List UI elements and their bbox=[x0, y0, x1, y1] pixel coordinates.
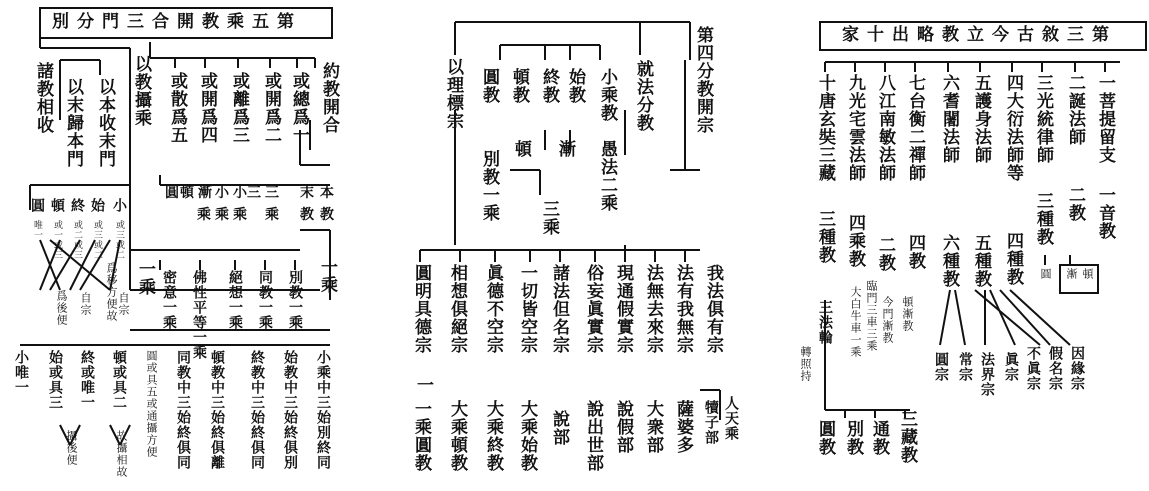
d3-mid-0: 三種教 bbox=[815, 210, 835, 264]
d1-five2-1: 乘 bbox=[215, 207, 229, 223]
d1-bnote-1: 故攝相故 bbox=[115, 430, 128, 478]
d1-top-7: 或開爲二 bbox=[261, 72, 281, 144]
d3-small-5: 圓 bbox=[1039, 268, 1052, 280]
d3-bottom2-3: 三藏教 bbox=[897, 410, 917, 464]
d2-bottom2-4: 說部 bbox=[549, 410, 569, 446]
d1-bottom-7: 終教中三始終俱同 bbox=[249, 350, 265, 470]
d3-small-6: 漸 bbox=[1065, 268, 1078, 280]
d3-top-5: 五護身法師 bbox=[971, 74, 991, 164]
d3-mid-6: 四種教 bbox=[1003, 232, 1023, 286]
d2-mid-0: 別教一乘 bbox=[479, 150, 499, 222]
d3-title: 家十出略教立今古敘三第 bbox=[842, 25, 1117, 45]
d1-bottom-3: 頓或具二 bbox=[111, 350, 127, 410]
d3-bottom-4: 不眞宗 bbox=[1025, 346, 1041, 391]
d3-top-2: 八江南敏法師 bbox=[875, 74, 895, 182]
d1-top-1: 以末歸本門 bbox=[63, 78, 83, 168]
d3-top-7: 三光統律師 bbox=[1033, 74, 1053, 164]
d1-five-7: 本 bbox=[320, 185, 334, 201]
d2-top-3: 終教 bbox=[539, 68, 559, 104]
d2-top-6: 就法分教 bbox=[633, 60, 653, 132]
d2-top-1: 圓教 bbox=[479, 68, 499, 104]
d1-note-0: 爲後便 bbox=[55, 290, 68, 326]
d1-bottom-6: 頓教中三始終俱離 bbox=[209, 350, 225, 470]
d1-midsub-0: 唯一 bbox=[32, 220, 42, 240]
d1-top-8: 或總爲一 bbox=[289, 72, 309, 144]
d3-top-8: 二誕法師 bbox=[1065, 74, 1085, 146]
d1-note-3: 爲移方便故 bbox=[105, 262, 118, 322]
d1-mid-1: 頓 bbox=[49, 198, 65, 213]
d2-bottom2-6: 說假部 bbox=[613, 400, 633, 454]
d3-mid-7: 三種教 bbox=[1033, 192, 1053, 246]
d1-bottom-5: 同教中三始終俱同 bbox=[175, 350, 191, 470]
d3-top-0: 十唐玄奘三藏 bbox=[815, 74, 835, 182]
d2-mid-3: 愚法二乘 bbox=[597, 140, 617, 212]
d1-mid-4: 小 bbox=[111, 198, 127, 213]
d2-bottom-0: 圓明具德宗 bbox=[411, 264, 431, 354]
d2-mid-2: 漸 bbox=[555, 140, 575, 158]
d1-top-9: 約教開合 bbox=[319, 62, 339, 134]
d2-top-5: 小乘教 bbox=[597, 68, 617, 122]
d2-bottom-6: 現通假實宗 bbox=[613, 264, 633, 354]
d3-small-2: 臨門三車三乘 bbox=[865, 280, 878, 352]
d2-title: 第四分教開宗 bbox=[693, 26, 713, 134]
d1-bottom-9: 小乘中三始別終同 bbox=[315, 350, 331, 470]
d2-bottom-4: 諸法但名宗 bbox=[549, 264, 569, 354]
d3-top-3: 七台衡二禪師 bbox=[905, 74, 925, 182]
d1-five-6: 末 bbox=[300, 185, 314, 201]
d1-five-4: 小三 bbox=[233, 185, 261, 201]
d2-top-0: 以理標宗 bbox=[443, 58, 463, 130]
d1-mid-0: 圓 bbox=[29, 198, 45, 213]
d2-bottom-8: 法有我無宗 bbox=[673, 264, 693, 354]
d1-right-0: 別教一乘 bbox=[287, 270, 303, 330]
d1-midsub-1: 或一或三 bbox=[52, 220, 62, 260]
d1-right-3: 佛性平等一乘 bbox=[191, 270, 207, 360]
d2-note-1: 人天乘 bbox=[723, 396, 739, 441]
d3-mid-5: 五種教 bbox=[971, 234, 991, 288]
d3-mid-2: 二教 bbox=[875, 236, 895, 272]
d1-title: 別分門三合開教乘五第 bbox=[52, 12, 302, 32]
d2-bottom-3: 一切皆空宗 bbox=[517, 264, 537, 354]
d1-five2-3: 乘 bbox=[265, 207, 279, 223]
d2-bottom2-5: 說出世部 bbox=[583, 400, 603, 472]
d3-mid-9: 一音教 bbox=[1095, 186, 1115, 240]
d1-top-4: 或散爲五 bbox=[167, 72, 187, 144]
d1-mid-3: 始 bbox=[89, 198, 105, 213]
d1-bottom-0: 小唯一 bbox=[13, 350, 29, 395]
d3-note-0: 轉照持 bbox=[799, 346, 812, 382]
d2-top-4: 始教 bbox=[565, 68, 585, 104]
d1-five-1: 頓 bbox=[180, 185, 194, 201]
d1-note-2: 自宗 bbox=[117, 292, 130, 316]
d1-midsub-2: 或二或三 bbox=[72, 220, 82, 260]
d1-bottom-8: 始教中三始終俱別 bbox=[282, 350, 298, 470]
d3-small-3: 今門漸教 bbox=[881, 296, 894, 344]
d2-bottom-7: 法無去來宗 bbox=[643, 264, 663, 354]
d3-mid-8: 二教 bbox=[1065, 186, 1085, 222]
d3-bottom-2: 法界宗 bbox=[979, 352, 995, 397]
d2-bottom2-3: 大乘始教 bbox=[517, 400, 537, 472]
d1-note-1: 自宗 bbox=[79, 292, 92, 316]
d1-midsub-4: 或三或二 bbox=[114, 220, 124, 260]
d3-top-6: 四大衍法師等 bbox=[1003, 74, 1023, 182]
d1-five2-0: 乘 bbox=[197, 207, 211, 223]
d3-mid-3: 四教 bbox=[905, 234, 925, 270]
d2-bottom-9: 我法俱有宗 bbox=[703, 264, 723, 354]
d3-bottom-5: 假名宗 bbox=[1047, 346, 1063, 391]
d2-bottom-2: 眞德不空宗 bbox=[483, 264, 503, 354]
d3-bottom-6: 因緣宗 bbox=[1069, 346, 1085, 391]
d3-small-1: 大白牛車一乘 bbox=[849, 286, 862, 358]
d1-bnote-0: 攝後便 bbox=[65, 430, 78, 466]
d2-bottom2-7: 大衆部 bbox=[643, 400, 663, 454]
d3-top-9: 一菩提留支 bbox=[1095, 74, 1115, 164]
d3-top-1: 九光宅雲法師 bbox=[845, 74, 865, 182]
d1-right-4: 密意一乘 bbox=[161, 270, 177, 330]
d3-bottom2-1: 別教 bbox=[843, 420, 863, 456]
d3-mid-1: 四乘教 bbox=[845, 214, 865, 268]
d3-bottom-1: 常宗 bbox=[957, 352, 973, 382]
d2-bottom2-2: 大乘終教 bbox=[483, 400, 503, 472]
d1-five2-5: 教 bbox=[320, 207, 334, 223]
d1-five-0: 圓 bbox=[165, 185, 179, 201]
d1-bottom-2: 終或唯一 bbox=[79, 350, 95, 410]
d1-five-3: 小 bbox=[215, 185, 229, 201]
d1-yisheng-2: 一乘 bbox=[317, 258, 337, 294]
d1-top-0: 諸教相收 bbox=[33, 62, 53, 134]
d1-five-5: 三 bbox=[265, 185, 279, 201]
d3-bottom-3: 眞宗 bbox=[1003, 352, 1019, 382]
d3-small-0: 三法輪 bbox=[817, 300, 833, 345]
d1-bottom-4: 圓或具五或通攝方便 bbox=[145, 350, 158, 458]
d2-bottom2-0: 一乘圓教 bbox=[411, 400, 431, 472]
d2-note-0: 一 bbox=[413, 376, 433, 394]
d3-small-7: 頓 bbox=[1081, 268, 1094, 280]
d3-bottom2-0: 圓教 bbox=[815, 420, 835, 456]
d2-top-2: 頓教 bbox=[509, 68, 529, 104]
d2-bottom-5: 俗妄眞實宗 bbox=[583, 264, 603, 354]
d1-midsub-3: 或三或二 bbox=[92, 220, 102, 260]
d1-top-3: 以教攝乘 bbox=[131, 55, 151, 127]
d1-bottom-1: 始或具三 bbox=[47, 350, 63, 410]
d1-top-6: 或離爲三 bbox=[229, 72, 249, 144]
d3-mid-4: 六種教 bbox=[939, 234, 959, 288]
d2-bottom2-1: 大乘頓教 bbox=[447, 400, 467, 472]
d1-right-1: 同教一乘 bbox=[257, 270, 273, 330]
d1-five-2: 漸 bbox=[198, 185, 212, 201]
d3-bottom2-2: 通教 bbox=[869, 420, 889, 456]
d3-top-4: 六耆闍法師 bbox=[939, 74, 959, 164]
d1-top-5: 或開爲四 bbox=[197, 72, 217, 144]
d1-right-2: 絕想一乘 bbox=[227, 270, 243, 330]
d1-five2-4: 教 bbox=[300, 207, 314, 223]
d2-bottom2-9: 犢子部 bbox=[703, 400, 719, 445]
d1-yisheng: 一乘 bbox=[135, 260, 155, 296]
d3-small-4: 頓漸教 bbox=[901, 296, 914, 332]
d2-bottom-1: 相想俱絕宗 bbox=[447, 264, 467, 354]
d1-mid-2: 終 bbox=[69, 198, 85, 213]
d2-mid-1: 頓 bbox=[511, 140, 531, 158]
d1-five2-2: 乘 bbox=[233, 207, 247, 223]
d3-bottom-0: 圓宗 bbox=[933, 352, 949, 382]
d1-top-2: 以本收末門 bbox=[95, 78, 115, 168]
d2-sancheng: 三乘 bbox=[539, 200, 559, 236]
d2-bottom2-8: 薩婆多 bbox=[673, 400, 693, 454]
